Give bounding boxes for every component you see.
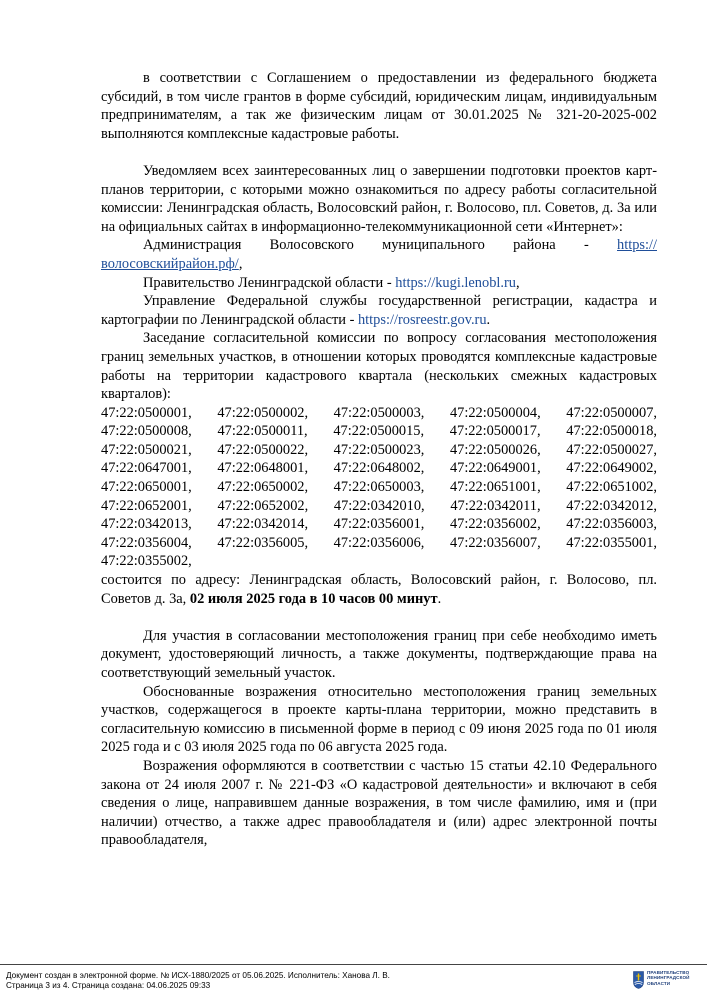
meeting-address-punct: . (437, 590, 442, 607)
paragraph-agreement: в соответствии с Соглашением о предоставлении из федерального бюджета субсидий, в том числе грантов в форме субсидий, юридическим лицам, индивидуальным предпринимателям, а так же физическим лицам от 30.01.2025 № 321-20-2025-002 выполняются комплексные кадастровые работы. (101, 70, 657, 142)
government-site-text: Правительство Ленинградской области - (143, 274, 396, 291)
paragraph-documents: Для участия в согласовании местоположения границ при себе необходимо иметь документ, удостоверяющий личность, а также документы, подтверждающие права на соответствующий земельный участок. (101, 627, 657, 681)
paragraph-gap (101, 143, 657, 162)
paragraph-gap (101, 608, 657, 627)
government-site-punct: , (515, 274, 520, 291)
admin-site-punct: , (238, 255, 243, 272)
admin-site-link[interactable]: https://волосовскийрайон.рф/ (101, 237, 657, 272)
government-site-link[interactable]: https://kugi.lenobl.ru (395, 274, 516, 291)
paragraph-admin-site (101, 236, 657, 273)
rosreestr-site-text: Управление Федеральной службы государственной регистрации, кадастра и картографии по Ленинградской области - (101, 293, 657, 328)
logo-text-line: ПРАВИТЕЛЬСТВО (647, 970, 690, 975)
paragraph-meeting-intro: Заседание согласительной комиссии по вопросу согласования местоположения границ земельных участков, в отношении которых проводятся комплексные кадастровые работы на территории кадастрового квартала (нескольких смежных кадастровых кварталов): (101, 330, 657, 403)
paragraph-objections-period: Обоснованные возражения относительно местоположения границ земельных участков, содержащегося в проекте карты-плана территории, можно представить в согласительную комиссию в письменной форме в период с 09 июня 2025 года по 01 июля 2025 года и с 03 июля 2025 года по 06 августа 2025 года. (101, 683, 657, 756)
paragraph-objections-format: Возражения оформляются в соответствии с частью 15 статьи 42.10 Федерального закона от 24 июля 2007 г. № 221-ФЗ «О кадастровой деятельности» и включают в себя сведения о лице, направившем данные возражения, в том числе фамилию, имя и (при наличии) отчество, а также адрес правообладателя и (или) адрес электронной почты правообладателя, (101, 757, 657, 849)
admin-site-text: Администрация Волосовского муниципального района - (143, 237, 589, 254)
document-footer (0, 964, 707, 1001)
logo-text-line: ЛЕНИНГРАДСКОЙ (647, 975, 690, 981)
logo-text-line: ОБЛАСТИ (647, 980, 671, 986)
cadastral-quarters-list: 47:22:0500001, 47:22:0500002, 47:22:0500003, 47:22:0500004, 47:22:0500007, 47:22:0500008, 47:22:0500011, 47:22:0500015, 47:22:0500017, 47:22:0500018, 47:22:0500021, 47:22:0500022, 47:22:0500023, 47:22:0500026, 47:22:0500027, 47:22:0647001, 47:22:0648001, 47:22:0648002, 47:22:0649001, 47:22:0649002, 47:22:0650001, 47:22:0650002, 47:22:0650003, 47:22:0651001, 47:22:0651002, 47:22:0652001, 47:22:0652002, 47:22:0342010, 47:22:0342011, 47:22:0342012, 47:22:0342013, 47:22:0342014, 47:22:0356001, 47:22:0356002, 47:22:0356003, 47:22:0356004, 47:22:0356005, 47:22:0356006, 47:22:0356007, 47:22:0355001, 47:22:0355002, (101, 404, 657, 570)
leningrad-emblem-icon (633, 971, 644, 989)
paragraph-government-site (101, 274, 657, 293)
footer-document-info: Документ создан в электронной форме. № ИСХ-1880/2025 от 05.06.2025. Исполнитель: Ханова Л. В. (6, 971, 390, 980)
meeting-address-text: состоится по адресу: Ленинградская область, Волосовский район, г. Волосово, пл. Советов д. 3а, (101, 572, 657, 607)
rosreestr-site-punct: . (486, 311, 491, 328)
government-logo (633, 969, 705, 997)
logo-text (647, 970, 705, 986)
paragraph-meeting-address (101, 571, 657, 608)
footer-text (6, 971, 390, 990)
paragraph-rosreestr-site (101, 292, 657, 329)
rosreestr-site-link[interactable]: https://rosreestr.gov.ru (357, 311, 487, 328)
document-body (101, 69, 657, 850)
footer-page-info: Страница 3 из 4. Страница создана: 04.06.2025 09:33 (6, 980, 211, 990)
paragraph-notice: Уведомляем всех заинтересованных лиц о завершении подготовки проектов карт-планов территории, с которыми можно ознакомиться по адресу работы согласительной комиссии: Ленинградская область, Волосовский район, г. Волосово, пл. Советов, д. 3а или на официальных сайтах в информационно-телекоммуникационной сети «Интернет»: (101, 162, 657, 235)
meeting-date-time: 02 июля 2025 года в 10 часов 00 минут (189, 590, 438, 607)
